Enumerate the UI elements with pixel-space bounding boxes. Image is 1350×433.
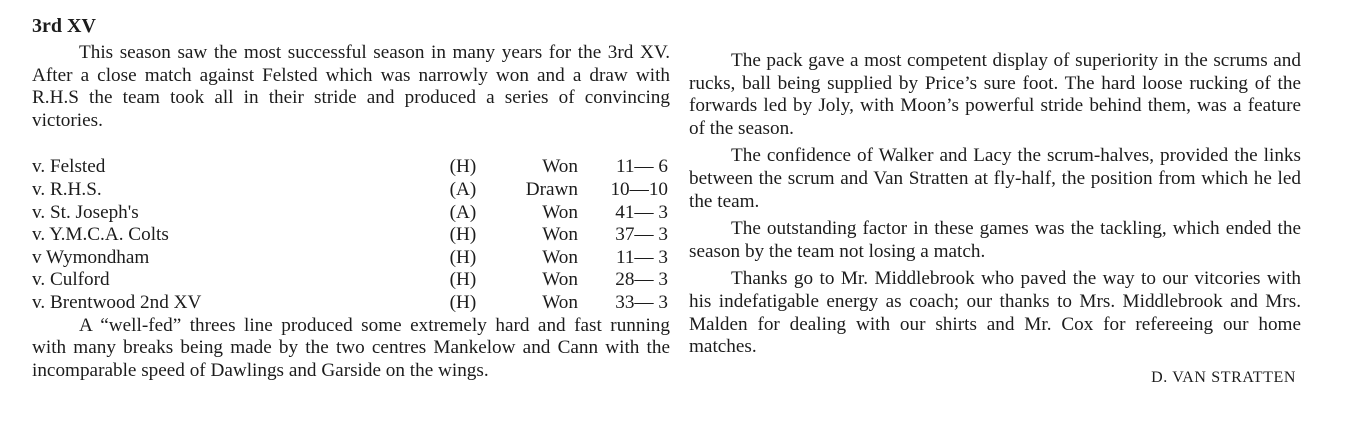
- venue-cell: (H): [449, 246, 477, 268]
- venue-cell: (H): [449, 269, 477, 291]
- score-cell: 11— 3: [615, 246, 668, 268]
- result-row: [32, 156, 668, 179]
- threes-paragraph: A “well-fed” threes line produced some extremely hard and fast running with many breaks being made by the two centres Mankelow and Cann with the incomparable speed of Dawlings and Garside on the wings.: [32, 314, 670, 381]
- opponent-cell: v Wymondham: [32, 246, 150, 268]
- result-row: [32, 224, 668, 247]
- pack-paragraph: The pack gave a most competent display of superiority in the scrums and rucks, ball being supplied by Price’s sure foot. The hard loose rucking of the forwards led by Joly, with Moon’s powerful stride behind them, was a feature of the season.: [689, 50, 1301, 139]
- venue-cell: (H): [449, 291, 477, 313]
- score-cell: 28— 3: [615, 269, 668, 291]
- intro-paragraph: This season saw the most successful season in many years for the 3rd XV. After a close match against Felsted which was narrowly won and a draw with R.H.S the team took all in their stride and produced a series of convincing victories.: [32, 42, 670, 131]
- result-row: [32, 247, 668, 270]
- result-row: [32, 202, 668, 225]
- score-cell: 33— 3: [615, 291, 668, 313]
- venue-cell: (H): [449, 156, 477, 178]
- section-heading: 3rd XV: [32, 15, 96, 37]
- opponent-cell: v. Culford: [32, 269, 110, 291]
- score-cell: 11— 6: [615, 156, 668, 178]
- result-cell: Drawn: [525, 178, 578, 200]
- result-cell: Won: [542, 224, 578, 246]
- result-cell: Won: [542, 246, 578, 268]
- score-cell: 37— 3: [615, 224, 668, 246]
- score-cell: 10—10: [610, 178, 668, 200]
- opponent-cell: v. Y.M.C.A. Colts: [32, 224, 169, 246]
- result-cell: Won: [542, 201, 578, 223]
- result-cell: Won: [542, 269, 578, 291]
- right-column: [689, 50, 1301, 389]
- results-body: [32, 156, 668, 314]
- venue-cell: (A): [449, 201, 477, 223]
- result-cell: Won: [542, 156, 578, 178]
- venue-cell: (H): [449, 224, 477, 246]
- left-column: [32, 14, 670, 382]
- halves-paragraph: The confidence of Walker and Lacy the scrum-halves, provided the links between the scrum and Van Stratten at fly-half, the position from which he led the team.: [689, 145, 1301, 212]
- opponent-cell: v. St. Joseph's: [32, 201, 139, 223]
- results-table: [32, 156, 668, 314]
- author-signature: D. VAN STRATTEN: [1151, 368, 1296, 386]
- opponent-cell: v. Felsted: [32, 156, 106, 178]
- thanks-paragraph: Thanks go to Mr. Middlebrook who paved the way to our vitcories with his indefatigable energy as coach; our thanks to Mrs. Middlebrook and Mrs. Malden for dealing with our shirts and Mr. Cox for refereeing our home matches.: [689, 268, 1301, 358]
- result-cell: Won: [542, 291, 578, 313]
- result-row: [32, 269, 668, 292]
- opponent-cell: v. Brentwood 2nd XV: [32, 291, 202, 313]
- result-row: [32, 179, 668, 202]
- score-cell: 41— 3: [615, 201, 668, 223]
- tackling-paragraph: The outstanding factor in these games was the tackling, which ended the season by the team not losing a match.: [689, 218, 1301, 262]
- venue-cell: (A): [449, 178, 477, 200]
- result-row: [32, 292, 668, 315]
- opponent-cell: v. R.H.S.: [32, 178, 102, 200]
